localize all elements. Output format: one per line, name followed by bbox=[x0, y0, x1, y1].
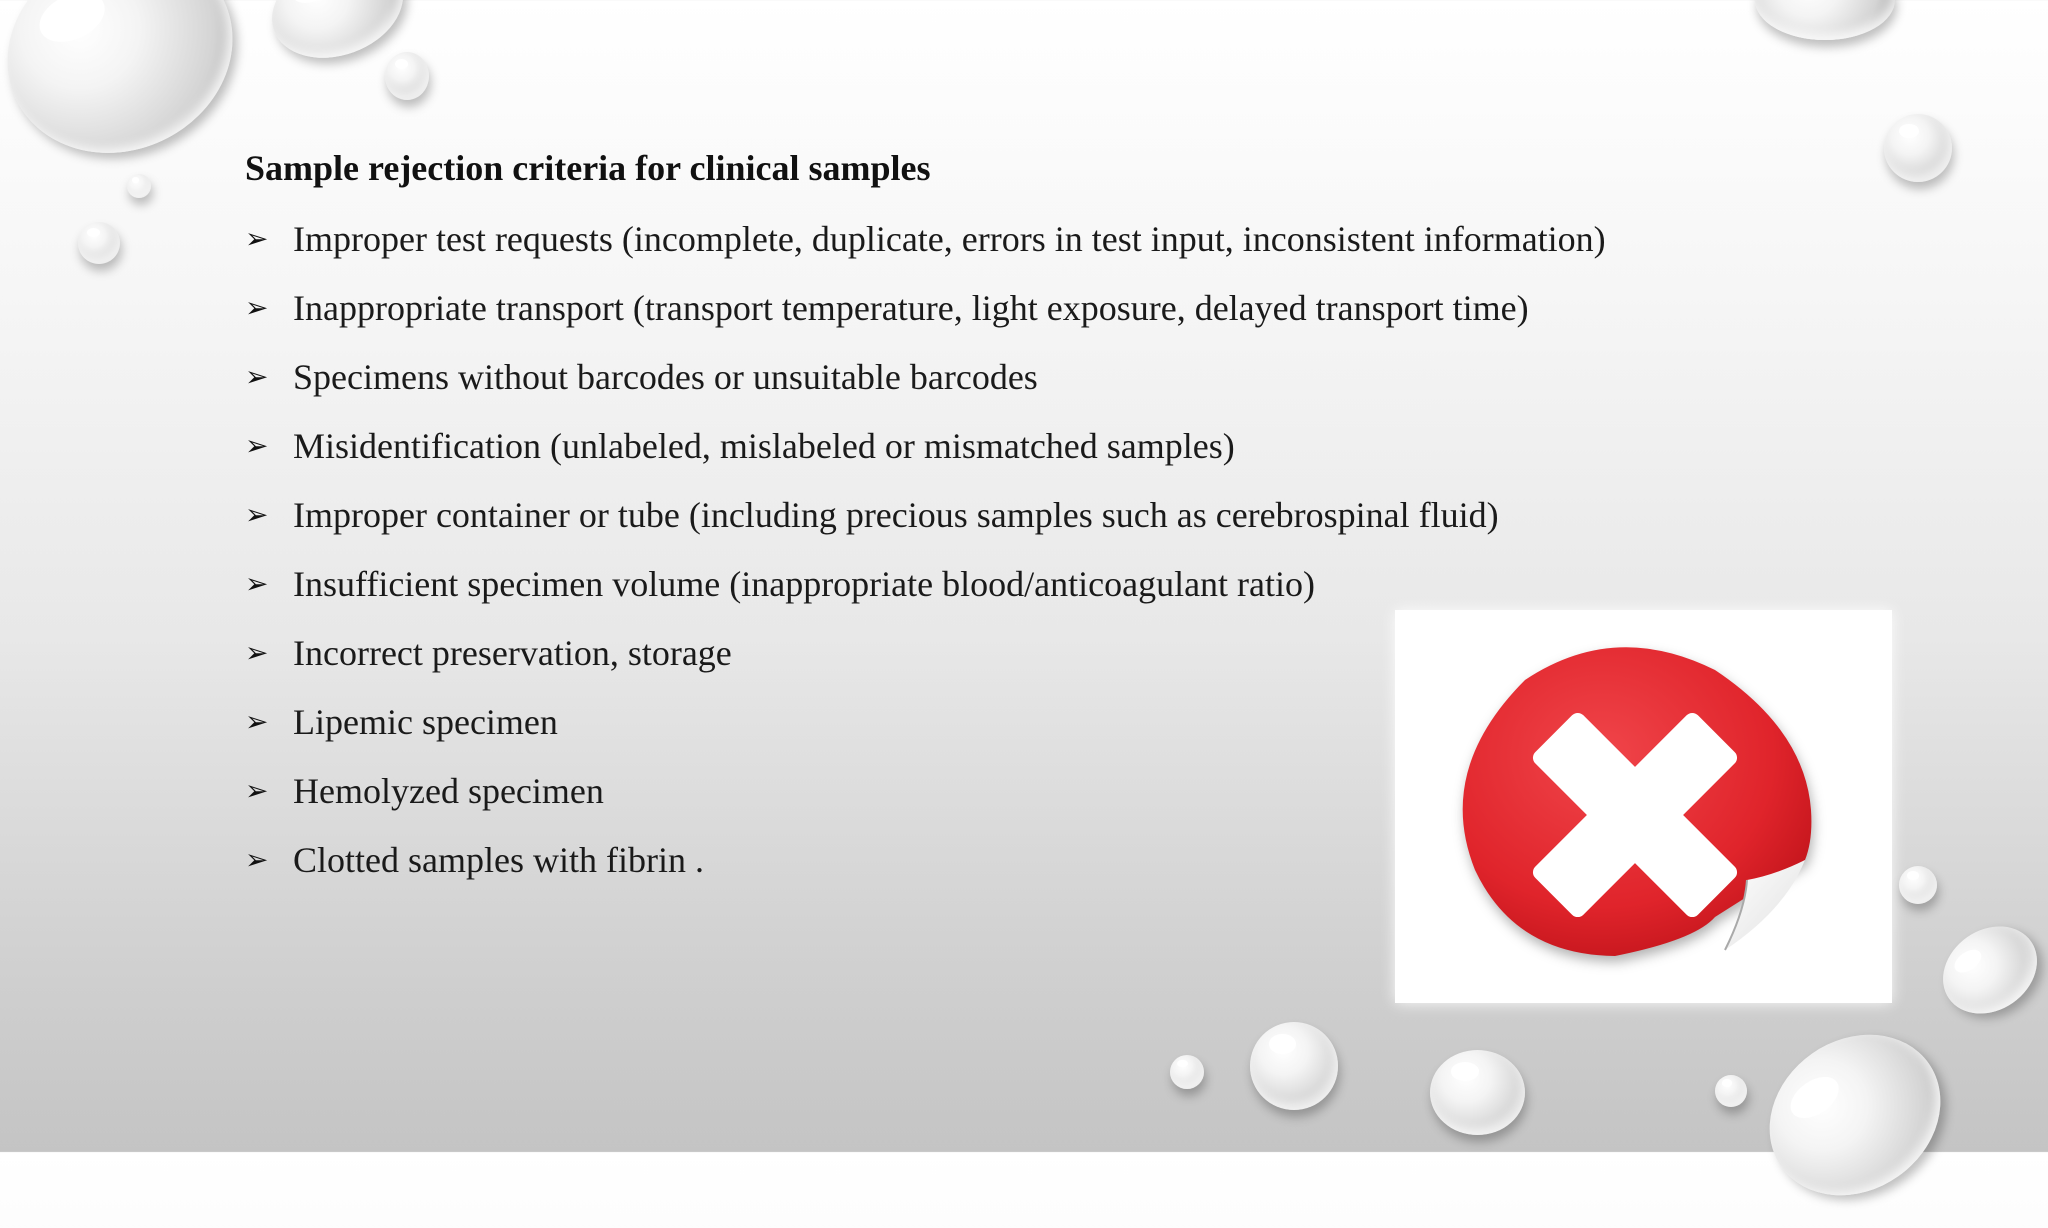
water-drop-decoration bbox=[1926, 909, 2048, 1032]
water-drop-decoration bbox=[1250, 1022, 1338, 1110]
water-drop-decoration bbox=[385, 52, 429, 100]
arrow-bullet-icon: ➢ bbox=[245, 498, 269, 531]
list-item-text: Improper test requests (incomplete, duplicate, errors in test input, inconsistent information) bbox=[293, 218, 1606, 259]
water-drop-decoration bbox=[1884, 114, 1952, 182]
water-drop-decoration bbox=[1170, 1055, 1204, 1089]
list-item-text: Specimens without barcodes or unsuitable barcodes bbox=[293, 356, 1038, 397]
list-item-text: Insufficient specimen volume (inappropriate blood/anticoagulant ratio) bbox=[293, 563, 1316, 604]
water-drop-decoration bbox=[0, 0, 266, 189]
list-item bbox=[245, 480, 1745, 549]
list-item bbox=[245, 342, 1745, 411]
arrow-bullet-icon: ➢ bbox=[245, 636, 269, 669]
list-item-text: Misidentification (unlabeled, mislabeled or mismatched samples) bbox=[293, 425, 1235, 466]
list-item-text: Lipemic specimen bbox=[293, 701, 558, 742]
water-drop-decoration bbox=[78, 222, 120, 264]
list-item bbox=[245, 204, 1745, 273]
water-drop-decoration bbox=[1755, 0, 1895, 40]
rejection-picture bbox=[1395, 610, 1892, 1003]
list-item-text: Inappropriate transport (transport temperature, light exposure, delayed transport time) bbox=[293, 287, 1529, 328]
slide-title: Sample rejection criteria for clinical samples bbox=[245, 148, 931, 188]
list-item-text: Incorrect preservation, storage bbox=[293, 632, 732, 673]
water-drop-decoration bbox=[1430, 1050, 1525, 1135]
arrow-bullet-icon: ➢ bbox=[245, 843, 269, 876]
arrow-bullet-icon: ➢ bbox=[245, 222, 269, 255]
arrow-bullet-icon: ➢ bbox=[245, 429, 269, 462]
list-item-text: Clotted samples with fibrin . bbox=[293, 839, 704, 880]
water-drop-decoration bbox=[1715, 1075, 1747, 1107]
red-x-sticker-icon bbox=[1395, 610, 1892, 1003]
water-drop-decoration bbox=[1738, 1002, 1971, 1228]
list-item-text: Improper container or tube (including precious samples such as cerebrospinal fluid) bbox=[293, 494, 1499, 535]
list-item-text: Hemolyzed specimen bbox=[293, 770, 604, 811]
list-item bbox=[245, 411, 1745, 480]
arrow-bullet-icon: ➢ bbox=[245, 567, 269, 600]
arrow-bullet-icon: ➢ bbox=[245, 774, 269, 807]
water-drop-decoration bbox=[127, 174, 151, 198]
water-drop-decoration bbox=[1899, 866, 1937, 904]
list-item bbox=[245, 273, 1745, 342]
list-item bbox=[245, 549, 1745, 618]
arrow-bullet-icon: ➢ bbox=[245, 705, 269, 738]
arrow-bullet-icon: ➢ bbox=[245, 360, 269, 393]
arrow-bullet-icon: ➢ bbox=[245, 291, 269, 324]
